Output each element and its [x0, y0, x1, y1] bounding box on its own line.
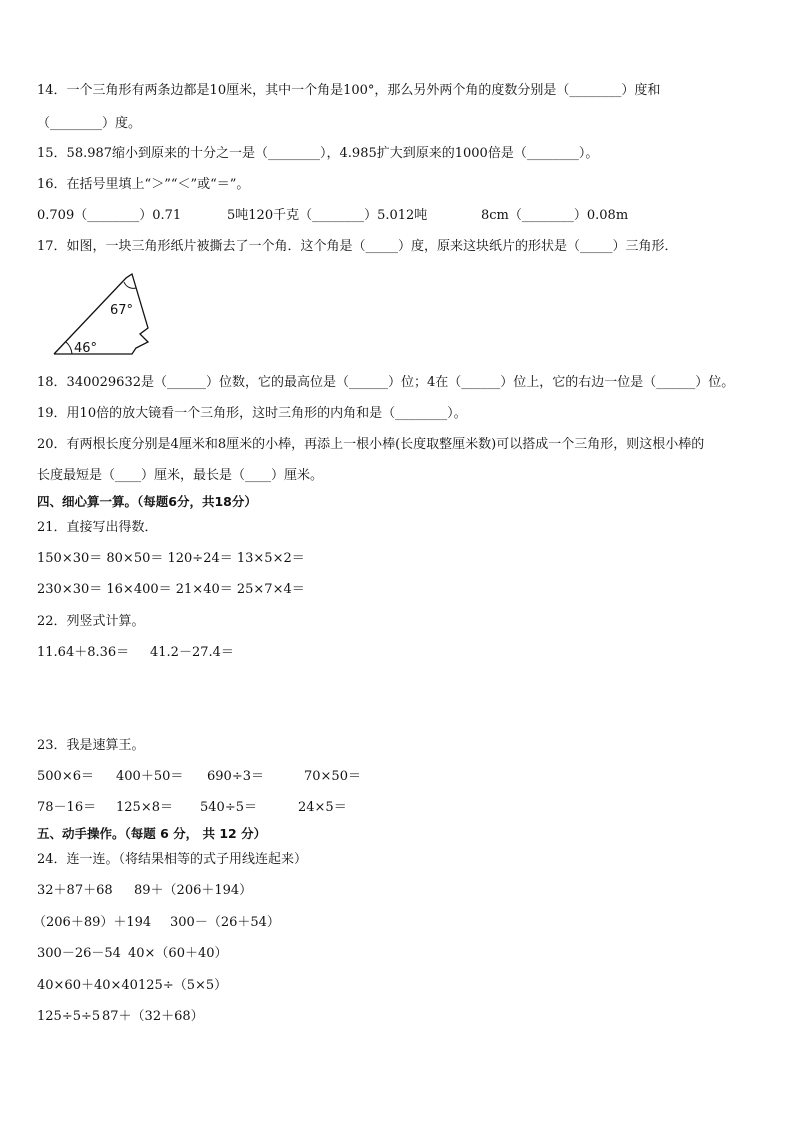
q24-right-3: 40×（60＋40） — [128, 946, 228, 961]
section4-heading: 四、细心算一算。（每题6分，共18分） — [37, 494, 257, 509]
angle-arc-left — [66, 342, 72, 354]
q16-item-2: 5吨120千克（________）5.012吨 — [227, 208, 428, 223]
q24-left-5: 125÷5÷5 — [37, 1009, 101, 1024]
q15-text: 15．58.987缩小到原来的十分之一是（________），4.985扩大到原来的1000倍是（________）。 — [37, 146, 599, 161]
triangle-outline — [54, 274, 148, 354]
q23-r1-2: 400＋50＝ — [116, 769, 184, 784]
q24-prompt: 24．连一连。（将结果相等的式子用线连起来） — [37, 852, 308, 867]
q23-r2-2: 125×8＝ — [116, 800, 173, 815]
section5-heading: 五、动手操作。（每题 6 分， 共 12 分） — [37, 826, 267, 841]
q23-prompt: 23．我是速算王。 — [37, 738, 145, 753]
q23-r2-1: 78－16＝ — [37, 800, 97, 815]
q21-prompt: 21．直接写出得数． — [37, 520, 158, 535]
q21-row2: 230×30＝ 16×400＝ 21×40＝ 25×7×4＝ — [37, 582, 305, 597]
q16-item-1: 0.709（________）0.71 — [37, 208, 182, 223]
angle-label-left: 46° — [74, 341, 98, 356]
q16-item-3: 8cm（________）0.08m — [481, 208, 629, 223]
q23-r1-4: 70×50＝ — [304, 769, 361, 784]
q23-r2-4: 24×5＝ — [298, 800, 347, 815]
q21-row1: 150×30＝ 80×50＝ 120÷24＝ 13×5×2＝ — [37, 551, 305, 566]
q24-right-1: 89＋（206＋194） — [134, 883, 253, 898]
q24-right-5: 87＋（32＋68） — [102, 1009, 204, 1024]
q24-left-2: （206＋89）＋194 — [33, 915, 152, 930]
q24-right-2: 300－（26＋54） — [170, 915, 280, 930]
q24-left-1: 32＋87＋68 — [37, 883, 113, 898]
q16-prompt: 16．在括号里填上“＞”“＜”或“＝”。 — [37, 177, 250, 192]
torn-triangle-figure — [52, 268, 162, 360]
q17-text: 17．如图，一块三角形纸片被撕去了一个角．这个角是（_____）度，原来这块纸片的形状是（_____）三角形． — [37, 239, 678, 254]
q23-r2-3: 540÷5＝ — [200, 800, 257, 815]
q14-line2: （________）度。 — [37, 116, 142, 131]
q24-left-3: 300－26－54 — [37, 946, 121, 961]
q24-left-4: 40×60＋40×40 — [37, 978, 138, 993]
q23-r1-3: 690÷3＝ — [207, 769, 264, 784]
q23-r1-1: 500×6＝ — [37, 769, 94, 784]
q22-item-1: 11.64＋8.36＝ — [37, 645, 130, 660]
q22-item-2: 41.2－27.4＝ — [150, 645, 234, 660]
q14-line1: 14．一个三角形有两条边都是10厘米，其中一个角是100°，那么另外两个角的度数分别是（________）度和 — [37, 83, 661, 98]
q24-right-4: 125÷（5×5） — [138, 978, 228, 993]
q19-text: 19．用10倍的放大镜看一个三角形，这时三角形的内角和是（________）。 — [37, 406, 467, 421]
q20-line2: 长度最短是（____）厘米，最长是（____）厘米。 — [37, 468, 324, 483]
q20-line1: 20．有两根长度分别是4厘米和8厘米的小棒，再添上一根小棒(长度取整厘米数)可以搭成一个三角形，则这根小棒的 — [37, 437, 705, 452]
angle-label-top: 67° — [110, 303, 134, 318]
q22-prompt: 22．列竖式计算。 — [37, 614, 145, 629]
q18-text: 18．340029632是（______）位数，它的最高位是（______）位；4在（______）位上，它的右边一位是（______）位。 — [37, 375, 735, 390]
